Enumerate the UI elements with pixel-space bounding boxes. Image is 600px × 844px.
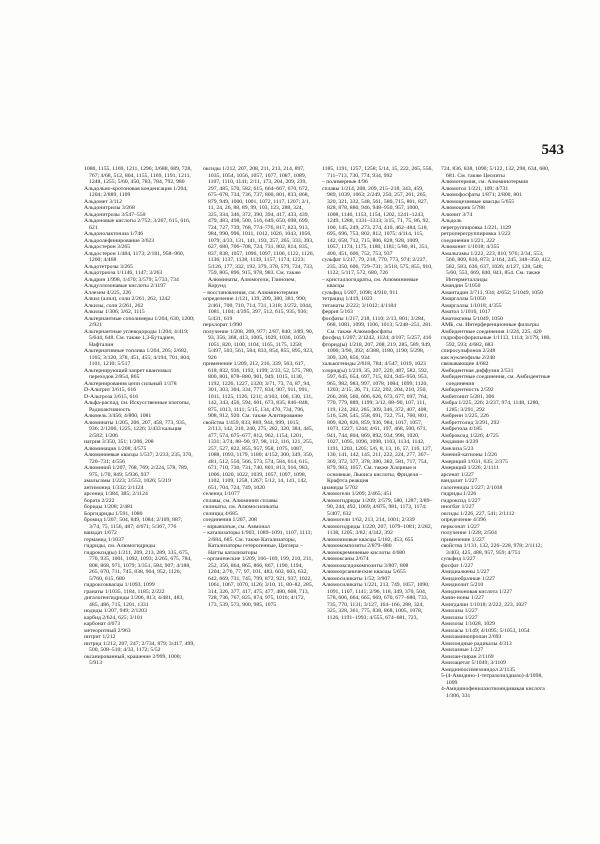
index-entry: Альдотриоза 1/1146, 1147; 3/263 [84,270,163,276]
index-entry: Алюмооксидокомпозиты 3/807, 808 [322,562,409,569]
index-entry: получение 1/228; 2/564 [441,530,497,536]
index-entry: 4-Амидинофенилазотиоиндивакая кислота 1/306, 331 [441,686,545,699]
index-entry: D-Альтроза 3/615, 616 [84,393,139,400]
index-entry: Алюмосиликаты 1/221, 213, 749, 1057, 1090, 1091, 1107, 1141; 2/96, 118, 349, 370, 504, 578, 606, 664, 665, 669, 670, 677–680, 733, 735, 770, 1131; 3/127, 164–166, 288, 324, 325, 328, 361, 775, 838, 868, 1005, 1078, 1126, 1191–1993; 4/555, 674–681, 723, [322,582,430,621]
index-entry: соединения 1/221, 222 [441,237,495,244]
index-entry: Алюминация 1/208; 4/575 [84,445,147,452]
index-entry: Аллезим 4/225, 226 [84,289,132,296]
index-entry: 1185, 1191, 1257, 1258; 5/14, 15, 222, 265, 556, 711–713, 730, 774, 934, 992 [322,166,433,179]
index-entry: спиросульфонов 2/248 [441,348,496,354]
index-entry: – органические 1/209, 166–169, 199, 210, 211, 252, 356, 864, 865, 866, 867, 1190, 1194, 1204; 2/76, 77, 97, 101, 483, 602, 603, 632, 642, 669, 731, 745, 799, 872, 921, 937, 1022, 1061, 1067, 1070, 1126; 3/10, 11, 80–82, 285, 314, 326, 377, 417, 475, 477, 480, 608, 713, 728, 736, 767, 825, 874, 975, 1016; 4/172, 173, 539, 573, 900, 985, 1075 [203,556,314,608]
index-entry: Амбреттолид 3/291, 292 [441,419,500,426]
index-entry: оксиды 1/212, 207, 208, 211, 213, 214, 897, 1035, 1054, 1056, 1057, 1077, 1087, 1089, 1107, 1110, 1141; 2/11, 173, 204, 209, 239, 297, 485, 570, 582, 615, 664–667, 670, 672, 675–678, 734, 736, 737, 800, 801, 833, 868, 879, 949, 1000, 1001, 1072, 1117, 1207; 3/1, 11, 24, 26, 88, 89, 99, 103, 123, 288, 324, 325, 334, 346, 372, 390, 394, 417, 433, 439, 479, 483, 498, 500, 516, 649, 650, 698, 699, 724, 727, 739, 768, 774–776, 817, 823, 913, 984, 990, 996, 1011, 1012, 1026, 1043, 1056, 1079; 4/33, 131, 141, 193, 257, 265, 333, 393, 627, 680, 706–708, 724, 731, 802, 814, 835, 837, 838, 1057, 1096, 1097, 1106, 1122, 1126, 1136, 1137, 1138, 1139, 1157, 1174, 1223; 5/126, 177, 332, 192, 379, 378, 579, 724, 733, 759, 805, 896, 915, 978, 983. См. также Алюминаты, Алюмогели, Глинозем, Корунд [203,166,314,289]
index-entry: фосфид 1/207; 2/1242, 1124; 4/107; 5/257, 416 [322,335,432,341]
index-entry: D-Альтрит 3/615, 616 [84,387,137,393]
index-entry: фторид(ы) 1/218, 207, 208, 219, 285, 589, 949, 1006; 3/90, 392; 4/388, 1180, 1190; 5/298, 309, 320, 856, 934 [322,341,432,361]
index-entry: Амидиалкены 1/227 [441,569,490,575]
index-entry: Амдамин 4/239 [441,439,479,445]
index-entry: Аматол 1/1016, 1017 [441,309,491,315]
index-entry: Альдомет 3/112 [84,198,122,205]
index-entry: сульфид 1/227 [441,556,476,562]
index-entry: сульфат 1/217, 79, 218, 770, 773, 974; 2/227, 235, 350, 606, 729–731; 3/518, 575, 855, 910, 1122; 5/117, 572, 680, 726 [322,257,433,276]
index-entry: – восстановления, см. Алюминотермия [203,289,299,296]
index-entry: Алюмофосфаты 1/871; 2/800, 801 [441,192,522,198]
index-entry: гидриды 1/226 [441,491,477,497]
index-entry: Амальгамы 1/222, 223, 810, 976; 2/34, 553, 560, 809, 810, 873; 3/164, 245, 348–350, 412, 582, 583, 636, 637, 1026; 4/127, 128, 548; 5/60, 553, 669, 840, 841, 854. См. также Интерметаллиды [441,250,552,283]
index-entry: Алюминиевые квасцы 1/537; 2/233, 235, 370, 720–731; 4/556 [84,452,193,465]
index-entry: сплавы, см. Алюминия сплавы [203,497,278,504]
index-entry: Альдоолефинирование 3/623 [84,237,155,244]
index-entry: 1080, 1155, 1169, 1211, 1296; 3/688, 689, 728, 767; 4/68, 512, 804, 1155, 1169, 1191, 1211, 1248, 1255; 5/60, 450, 783, 784, 792, 980 [84,166,192,185]
index-entry: Алкилы 1/306; 3/62, 1115 [84,309,145,315]
index-entry: Амилацетат 5/1049; 3/1109 [441,660,506,666]
index-entry: арсенат 1/227 [441,471,474,478]
index-entry: гидриды, см. Алюмогидриды [84,543,156,549]
index-entry: свойства 1/131, 132, 226–228, 978; 2/1112; 3/403, 425, 488, 957, 959; 4/751 [441,543,543,556]
index-entry: Альдольно-кротоновая конденсация 1/204, 1204; 2/889, 1109 [84,185,188,198]
index-entry: Алюмоксаны 2/674 [322,556,369,562]
index-entry: Альдоль [441,218,462,224]
index-entry: нитрид 1/212, 207, 247; 2/734, 879; 3/417, 499, 500, 508–510; 4/33, 1172; 5/52 [84,640,195,653]
index-entry: сульфид 1/207, 1098; 4/910, 911 [322,289,398,296]
index-entry: метеоритный 2/963 [84,627,131,634]
index-entry: бората 2/222 [84,497,115,504]
index-entry: Амилан-пиран 2/1169 [441,653,494,660]
index-entry: Амброксид 1/226; 4/725 [441,432,499,439]
index-entry: гранаты 1/1035, 1184, 1185; 2/222 [84,588,165,595]
index-entry: оксанированный, крашение 2/999, 1000; 5/913 [84,653,182,666]
index-entry: Амаргаллы 1/1018; 4/355 [441,302,502,309]
index-column-1 [84,166,195,834]
index-entry: Амилоидные радикалы 4/313 [441,640,512,647]
index-entry: Альдонолактоназа 1/746 [84,231,144,237]
index-entry: бромид 1/207, 504, 849, 1084; 2/109, 887; 3/74, 75, 1156, 487; 4/671; 5/367, 776 [84,517,183,530]
index-entry: Алюмель 3/456; 4/800, 1081 [84,413,152,419]
index-column-3 [322,166,433,834]
index-entry: бориды 1/208; 2/481 [84,504,133,510]
index-entry: Альтернативные топлива 1/204, 205; 2/682, 1165; 3/120, 378, 451, 455; 4/194, 701, 804, 1101, 1210; 5/517 [84,348,191,367]
index-entry: – катализаторы 1/903, 1089–1091, 1107, 1113; 2/684, 685. См. также Катализаторы, Катализаторы гетерогенные, Циглера – Натты катализаторы [203,530,313,556]
index-entry: Алюмотол 1/221, 109; 4/731 [441,185,509,192]
index-entry: Америций 1/031, 635; 2/375 [441,458,508,465]
index-entry: Альдоновые кислоты 2/752; 3/267, 615, 616, 621 [84,218,191,231]
index-entry: Алюмокомпозиты 2/879–880 [322,543,392,549]
index-entry: – полимерные 4/96 [322,179,368,185]
index-entry: ретроперегруппировка 1/222 [441,231,511,237]
index-entry: Альдуллозонавые кислоты 2/1197 [84,283,166,289]
index-entry: карбонат 4/673 [84,621,121,627]
index-entry: Альдонитрозы 3/547–550 [84,211,146,218]
index-entry: Альтернантные сополимеры 1/204, 630, 1200; 2/921 [84,315,195,328]
index-entry: Альтернантные углеводороды 1/204; 4/419; 5/644, 648. См. также 1,3-Бутадиен, Нафталин [84,328,189,348]
index-entry: – взрывчатые, см. Аммонал [203,523,270,530]
index-entry: Амилазы 1/227 [441,608,478,614]
index-entry: Амидиобразные 1/227 [441,575,495,582]
index-entry: Альдостерон 3/265 [84,244,131,250]
index-entry: германид 1/1037 [84,536,124,543]
index-entry: соединения 1/207, 208 [203,517,257,523]
index-entry: Алюмогели 1/62, 213, 214, 1001; 2/339 [322,517,415,523]
index-entry: иногбат 1/227 [441,504,475,510]
index-entry: ванадат 1/672 [84,530,117,536]
index-entry: Амидиолит 5/210 [441,582,484,588]
index-entry: Амин-ионы 1/227 [441,595,484,601]
index-entry: Алюконит 1/1018; 4/355 [441,244,500,250]
index-entry: – кристаллогидраты, см. Алюминиевые квасцы [322,276,419,289]
index-entry: Алюмогидриды 1/209; 2/579, 580, 1287; 3/89–90, 244, 492, 1069; 4/875, 981, 1173, 1174; 5/407, 632 [322,497,433,517]
index-entry: Амилозы 1/1028, 1029 [441,621,495,627]
index-entry: Амбидентность 2/592 [441,387,494,393]
index-entry: гидрофосфорильные 1/1113, 1114; 3/179, 180, 592, 593; 4/682, 683 [441,335,551,348]
index-entry: Алюмогидриды 1/220, 207, 1079–1081; 2/282, 1138, 1205; 3/82; 4/342, 392 [322,523,433,536]
index-entry: получение 1/208, 209, 977; 2/87, 840; 3/89, 90, 93, 356, 368, 413, 1005, 1029, 1036, 1050, 1051, 820, 1100, 1104, 1165, 1175, 1258; 5/497, 503, 561, 584, 833, 854, 855, 895, 923, 926 [203,328,314,361]
index-entry: Амаргаллы 5/1050 [441,296,486,302]
index-entry: Амбитонит 5/281, 306 [441,393,495,400]
index-entry: Амбра 1/225, 226; 2/237, 974, 1148, 1280, 1285; 3/291, 292 [441,400,540,413]
index-entry: Алкил (алил), соли 2/261, 262, 1242 [84,296,171,302]
index-entry: гидроксоквасцы 1/1093, 1099 [84,582,155,588]
index-entry: Амелиза 5/23 [441,445,474,452]
index-entry: свойства 1/459, 833, 869, 944, 999, 1015; 2/113, 142, 210, 240, 275, 282, 320, 384, 445, 477, 574, 675–677, 812, 962, 1154, 1201, 1331; 3/74, 88–90, 97, 98, 112, 116, 121, 255, 257, 527, 822, 855, 957, 958, 1075, 1087, 1088, 1093, 1179, 1180; 4/152, 300, 349, 350, 481, 512, 550, 566, 573, 574, 584, 614, 615, 671, 710, 730, 731, 740, 801, 813, 916, 983, 1006, 1020, 1022, 1039, 1057, 1097, 1098, 1102, 1109, 1258, 1267; 5/12, 14, 141, 142, 651, 704, 724, 749, 1020 [203,419,314,491]
index-entry: Альдотетрозы 3/265 [84,263,133,270]
index-entry: Амилазные 1/227 [441,647,484,653]
index-entry: Альтернирования цепи сильный 1/378 [84,380,177,387]
index-entry: Алюмотермия, см. Алюминотермия [441,179,528,185]
index-entry: оксиды 1/226, 227, 541; 2/1112 [441,510,515,517]
index-entry: применение 1/209, 212, 216, 339, 563, 617, 618, 832, 936, 1192, 1199; 2/33, 52, 575, 780, 800, 801, 878–880, 901, 949, 1015, 1130, 1192, 1226, 1227, 1320; 3/71, 73, 74, 87, 94, 301, 303, 304, 334, 777, 834, 907, 911, 991, 1011, 1125, 1126, 1211; 4/103, 106, 130, 131, 142, 343, 456, 594, 601, 673, 835, 846–848, 875, 1013, 1111; 5/15, 134, 470, 734, 796, 908, 912, 920. См. также Алитирование [203,361,314,419]
index-entry: тетрацид 1/419, 1023 [322,296,373,302]
index-entry: Амбидентная диффузия 2/531 [441,367,514,374]
index-entry: фосфаты 1/217, 218, 1110; 2/13, 801; 3/284, 668, 1081, 1099, 1106, 1013; 5/248–251, 281. См. также Алюмофосфаты [322,315,433,335]
index-entry: галогениды 1/227; 2/1038 [441,484,503,491]
index-entry: определение 1/121, 139, 209, 380, 381, 990; 2/461, 700, 710, 714, 731, 1318; 3/272, 1044, 1081, 1104; 4/395, 397, 512, 615, 935, 936; 5/431, 619 [203,296,313,322]
index-entry: Алюнит 3/74 [441,211,473,218]
index-entry: силицид 4/685 [203,510,238,517]
index-entry: карбид 2/624, 625; 3/101 [84,614,143,621]
index-entry: иодиды 1/207, 949; 2/1203 [84,608,147,614]
index-entry: Амидиноновая кислота 1/227 [441,588,513,595]
index-entry: 724, 836, 838, 1090; 5/122, 132, 298, 634, 680, 681. См. также Цеолиты [441,166,550,179]
index-entry: сплавы 1/214, 208, 209, 215–218, 343, 459, 989, 1039, 1063; 2/249, 250, 257, 261, 265, 320, 321, 332, 548, 561, 580, 715, 801, 827, 828, 878, 880, 946, 948–950, 957, 1000, 1008, 1146, 1153, 1154, 1202, 1241–1243, 1249, 1288, 1331–1333; 3/15, 71, 75, 86, 92, 100, 145, 249, 273, 274, 410, 462–484, 518, 695, 696, 753, 802, 812, 1075; 4/114, 115, 142, 658, 712, 715, 806, 828, 928, 1009, 1057, 1174, 1175, 1180, 1181; 5/80, 81, 351, 400, 451, 606, 752, 753, 937 [322,185,430,257]
index-entry: гидроксид 1/227 [441,497,481,504]
index-entry: антимонид 1/332; 2/1124 [84,484,144,491]
index-entry: фосфат 1/227 [441,562,474,569]
index-entry: нитрит 1/212 [84,634,116,640]
index-entry: Алюмоиновые квасцы 5/182, 453, 655 [322,536,414,543]
index-entry: Амантадин 3/711, 934; 4/652; 5/1049, 1050 [441,289,543,296]
index-entry: титанаты 2/222; 3/1012; 4/1184 [322,302,397,309]
index-entry: Амений-катионы 1/226 [441,452,497,458]
index-entry: Амбреин 1/225, 226 [441,413,489,419]
index-entry: Америций 1/226; 2/1111 [441,465,499,471]
index-entry: Амидиноосимезоиндол 2/1135 [441,666,515,673]
index-entry: амальгамы 1/223; 3/553, 1026; 5/219 [84,478,171,484]
index-entry: Амилазы 1/227 [441,614,478,621]
index-entry: Альдрин 1/998, 1/470; 3/579; 5/733, 734 [84,276,179,283]
index-entry: гидроксид(ы) 1/211, 209, 213, 289, 335, 675, 770, 935, 1001, 1092, 1093; 2/265, 675, 784, 808, 868, 971, 1079; 3/351, 584, 907; 4/188, 265, 670, 711, 745, 838, 904, 952, 1126; 5/760, 615, 680 [84,549,192,582]
index-entry: Амбретола 4/185 [441,426,482,432]
index-entry: Алкилы, соли 2/261, 262 [84,302,144,309]
index-entry: Алюмоорганические квасцы 5/655 [322,569,406,575]
index-column-2 [203,166,314,834]
index-columns [84,166,552,834]
index-entry: перксонат 1/227 [441,523,480,530]
index-entry: халькогениды 2/618, 784; 4/547, 1019, 1023 [322,361,426,367]
index-entry: Амиласы 1/149; 4/1095; 5/1053, 1054 [441,627,530,634]
index-entry: Амбидентные соединения, см. Амбидентные соединения [441,374,551,387]
index-entry: Альдостерон 1/484, 1173; 2/181, 958–960, 1200; 4/468 [84,250,185,263]
index-entry: связывающие 4/682 [441,361,489,367]
page-number: 543 [541,142,564,158]
index-entry: как нуклеофилы 2/248 [441,354,496,361]
index-entry: Альфа-распад, см. Искусственные изотопы, Радиоактивность [84,400,191,413]
index-entry: 5-(4-Амидино-1-тетразолилдиазо)-4/1098, 1099 [441,673,543,686]
index-entry: Алюмоцезиевые квасцы 5/655 [441,198,515,205]
index-entry: хлорид(ы) 1/219, 35, 207, 220, 487, 582, 592, 597, 645, 654, 697, 715, 824, 945–950, 953, 965, 982, 983, 997, 1078, 1084, 1099, 1120, 1203; 2/15, 26, 71, 122, 202, 204, 210, 250, 266, 268, 560, 606, 626, 673, 677, 697, 764, 770, 779, 889, 1199; 3/12, 88–90, 107, 111, 119, 124, 282, 285, 309, 346, 372, 407, 408, 516, 528, 545, 558, 691, 722, 751, 760, 801, 809, 820, 826, 859, 936, 984, 1017, 1057, 1073, 1227, 1244; 4/61, 197, 468, 500, 671, 941, 744, 804, 869, 892, 934, 998, 1020, 1027, 1095, 1096, 1098, 1103, 1134, 1142, 1191, 1203, 1205; 5/6, 8, 13, 16, 57, 116, 127, 130, 141, 142, 145, 211, 222, 224, 277, 367–369, 372, 377, 378, 380, 382, 581, 717, 754, 879, 983, 1057. См. также Хлорные и основные, Льюиса кислоты, Фриделя – Крафтса реакция [322,367,433,484]
index-entry: применение 1/227 [441,536,485,543]
index-entry: арсенид 1/384, 385; 2/1124 [84,491,148,497]
index-entry: силикаты, см. Алюмосиликаты [203,504,279,510]
index-entry: Амандин 5/1050 [441,283,481,289]
index-entry: цианиды 5/702 [322,484,358,491]
index-entry: Алюмокремниевые кислоты 4/680 [322,549,405,556]
index-entry: Аматоксины 5/1049, 1050 [441,315,503,322]
index-entry: определение 4/396 [441,517,486,523]
index-entry: Альдонитрилы 3/268 [84,205,135,211]
index-entry: Алюминий 1/207, 768, 769; 2/224, 578, 789, 975, 1/70, 849; 5/936, 937 [84,465,189,478]
index-entry: вандалит 1/227 [441,478,478,484]
index-entry: Алюмосиликаты 1/52; 3/907 [322,575,391,582]
index-entry: перхлорат 1/990 [203,322,243,328]
index-entry: Алюминаты 1/205, 206, 207, 458, 773, 935, 936; 2/1206, 1225, 1226; 3/433 кальция 2/582; 1/206 [84,419,187,439]
index-entry: дигалогенгидриды 1/206, 813; 4/481, 483, 485, 486, 715, 1201, 1331 [84,595,184,608]
index-entry: Алюмоцинк 5/788 [441,205,485,211]
index-entry: ферриt 5/163 [322,309,353,315]
index-entry: селенид 1/1077 [203,491,240,497]
index-entry: перегруппировка 1/221, 1129 [441,224,511,231]
index-column-4 [441,166,552,834]
index-entry: Амигдалин 1/1018; 2/222, 223, 1027 [441,601,527,608]
index-entry: АМБ, см. Интерференционные фильтры [441,322,539,328]
index-entry: Амбидентные соединения 1/224, 225, 420 [441,328,542,335]
index-entry: Боргидриды 1/591, 1080 [84,510,143,517]
index-entry: Амиламинопропан 2/693 [441,634,502,640]
index-entry: Алюмогели 1/209; 2/465, 451 [322,491,392,497]
index-entry: натрия 3/350, 351; 1/206, 208 [84,439,154,445]
index-entry: Альтернирующий запрет квантовых переходов 2/854, 865 [84,367,172,380]
